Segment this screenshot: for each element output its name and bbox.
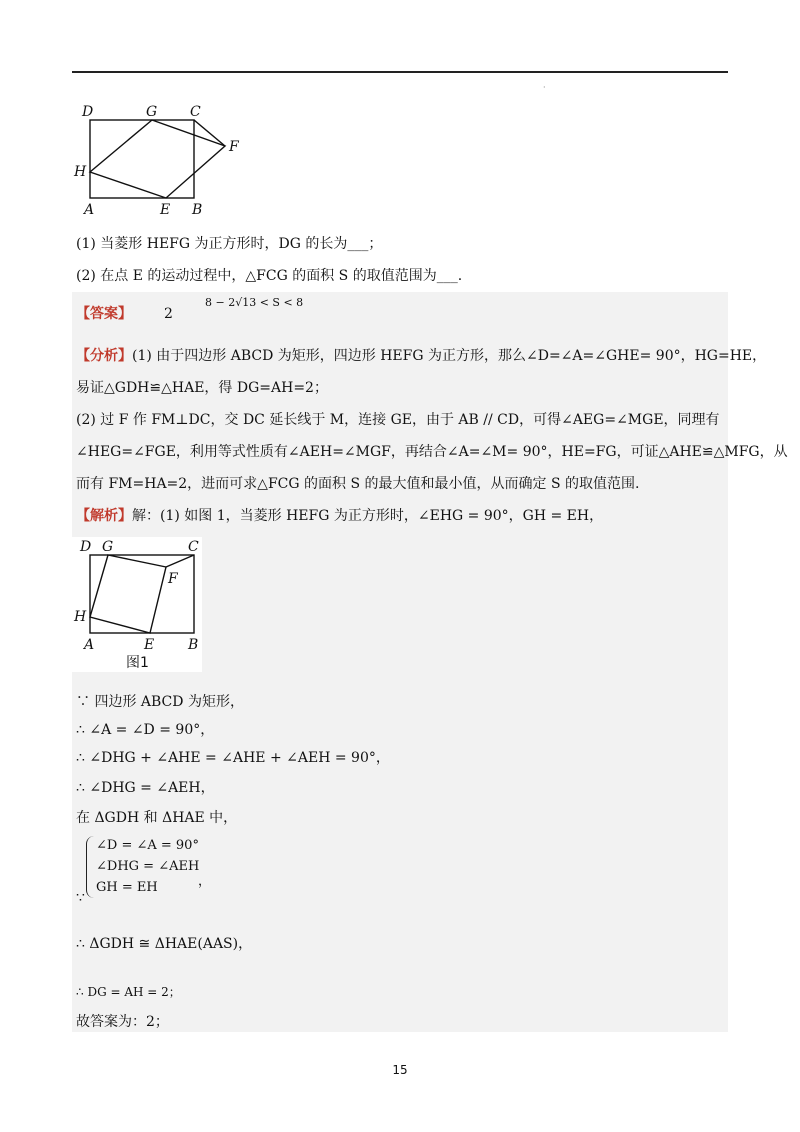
header-dot: · [543, 83, 546, 92]
label-c: C [190, 104, 201, 120]
fig1-label-d: D [80, 539, 92, 555]
answer-value-2: 8 − 2√13 < S < 8 [205, 296, 304, 309]
label-d: D [82, 104, 94, 120]
label-e: E [160, 202, 171, 218]
rhombus-hefg [90, 120, 225, 198]
answer-value-1: 2 [164, 306, 173, 322]
page-number: 15 [392, 1063, 408, 1077]
fig1-label-h: H [74, 609, 87, 625]
figure-rectangle-rhombus [70, 98, 260, 220]
header-rule [72, 71, 728, 73]
segment-cf [194, 120, 225, 146]
solution-step-6: ∴ ΔGDH ≅ ΔHAE(AAS)， [76, 936, 253, 952]
figure-1 [72, 537, 202, 672]
solution-step-2: ∴ ∠A = ∠D = 90°， [76, 722, 215, 738]
system-brace [86, 836, 95, 898]
solution-intro: 解：(1) 如图 1，当菱形 HEFG 为正方形时，∠EHG = 90°，GH = EH， [132, 508, 604, 524]
figure-1-square [90, 555, 166, 633]
fig1-label-g: G [102, 539, 114, 555]
analysis-tag: 【分析】 [76, 348, 132, 364]
label-a: A [84, 202, 95, 218]
label-f: F [229, 139, 239, 155]
fig1-label-c: C [188, 539, 199, 555]
label-g: G [146, 104, 158, 120]
fig1-label-e: E [144, 637, 155, 653]
fig1-label-a: A [84, 637, 95, 653]
label-b: B [192, 202, 203, 218]
solution-step-1: ∵ 四边形 ABCD 为矩形， [76, 694, 244, 710]
figure-1-caption: 图1 [126, 655, 149, 671]
analysis-line-2: 易证△GDH≌△HAE，得 DG=AH=2； [76, 380, 328, 396]
fig1-label-b: B [188, 637, 199, 653]
question-2: (2) 在点 E 的运动过程中，△FCG 的面积 S 的取值范围为___. [76, 268, 463, 284]
figure-1-segment-cf [166, 555, 194, 567]
label-h: H [74, 164, 87, 180]
solution-step-7: ∴ DG = AH = 2； [76, 985, 181, 999]
solution-step-5: 在 ΔGDH 和 ΔHAE 中， [76, 810, 238, 826]
system-line-1: ∠D = ∠A = 90° [96, 838, 199, 853]
solution-tag: 【解析】 [76, 508, 132, 524]
system-line-3: GH = EH [96, 880, 158, 895]
solution-step-4: ∴ ∠DHG = ∠AEH， [76, 780, 215, 796]
solution-intro-line [76, 506, 603, 526]
because-symbol: ∵ [76, 890, 85, 906]
solution-step-3: ∴ ∠DHG + ∠AHE = ∠AHE + ∠AEH = 90°， [76, 750, 390, 766]
analysis-line-1 [76, 346, 766, 366]
solution-step-8: 故答案为：2； [76, 1014, 169, 1030]
answer-tag: 【答案】 [76, 306, 132, 322]
analysis-line-3: (2) 过 F 作 FM⊥DC，交 DC 延长线于 M，连接 GE，由于 AB // CD，可得∠AEG=∠MGE，同理有 [76, 412, 720, 428]
fig1-label-f: F [168, 571, 178, 587]
system-comma: ， [198, 874, 212, 889]
question-1: (1) 当菱形 HEFG 为正方形时，DG 的长为___； [76, 236, 383, 252]
analysis-text-1: (1) 由于四边形 ABCD 为矩形，四边形 HEFG 为正方形，那么∠D=∠A=∠GHE= 90°，HG=HE， [132, 348, 767, 364]
system-line-2: ∠DHG = ∠AEH [96, 859, 200, 874]
analysis-line-5: 而有 FM=HA=2，进而可求△FCG 的面积 S 的最大值和最小值，从而确定 S 的取值范围. [76, 476, 640, 492]
analysis-line-4: ∠HEG=∠FGE，利用等式性质有∠AEH=∠MGF，再结合∠A=∠M= 90°，HE=FG，可证△AHE≌△MFG，从 [76, 444, 788, 460]
